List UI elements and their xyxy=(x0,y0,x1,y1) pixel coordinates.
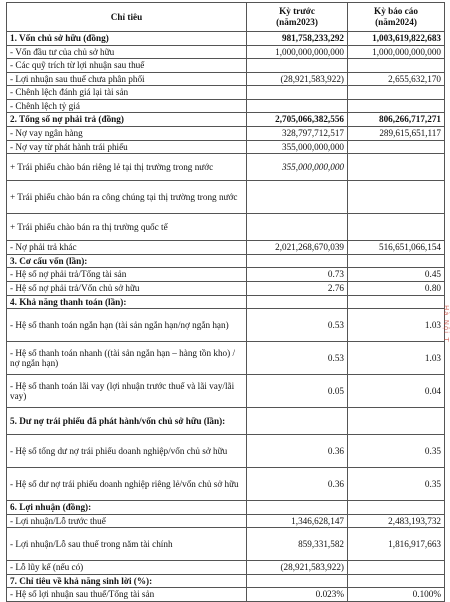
row-value-previous xyxy=(247,295,348,309)
row-label: - Vốn đầu tư của chủ sở hữu xyxy=(7,45,247,59)
row-value-current: 2,655,632,170 xyxy=(348,72,445,86)
table-row xyxy=(7,295,445,309)
header-reporting-period: Kỳ báo cáo (năm2024) xyxy=(348,3,445,32)
row-value-current: 1.03 xyxy=(348,309,445,342)
row-value-previous: 0.36 xyxy=(247,468,348,501)
table-row xyxy=(7,127,445,141)
table-row xyxy=(7,99,445,113)
table-row xyxy=(7,561,445,575)
row-label: - Nợ vay từ phát hành trái phiếu xyxy=(7,140,247,154)
table-row xyxy=(7,468,445,501)
table-row xyxy=(7,528,445,561)
row-label: 6. Lợi nhuận (đồng): xyxy=(7,501,247,515)
row-value-previous: 981,758,233,292 xyxy=(247,32,348,46)
table-row xyxy=(7,32,445,46)
row-label: - Hệ số thanh toán lãi vay (lợi nhuận trước thuế và lãi vay/lãi vay) xyxy=(7,375,247,408)
row-value-previous xyxy=(247,86,348,100)
row-value-current: 1,000,000,000,000 xyxy=(348,45,445,59)
table-row xyxy=(7,588,445,602)
row-label: 1. Vốn chủ sở hữu (đồng) xyxy=(7,32,247,46)
table-row xyxy=(7,59,445,73)
row-label: - Hệ số tổng dư nợ trái phiếu doanh nghiệp/vốn chủ sở hữu xyxy=(7,435,247,468)
row-label: - Hệ số dư nợ trái phiếu doanh nghiệp riêng lẻ/vốn chủ sở hữu xyxy=(7,468,247,501)
row-value-current: 0.45 xyxy=(348,268,445,282)
row-label: - Hệ số lợi nhuận sau thuế/Tổng tài sản xyxy=(7,588,247,602)
row-value-current xyxy=(348,86,445,100)
row-value-previous: 2,021,268,670,039 xyxy=(247,241,348,255)
row-label: + Trái phiếu chào bán riêng lẻ tại thị trường trong nước xyxy=(7,154,247,181)
row-value-previous: 0.05 xyxy=(247,375,348,408)
row-value-current: 1,003,619,822,683 xyxy=(348,32,445,46)
row-value-current xyxy=(348,99,445,113)
row-value-previous: 0.36 xyxy=(247,435,348,468)
row-value-previous: 0.023% xyxy=(247,588,348,602)
row-value-previous xyxy=(247,408,348,435)
row-label: 2. Tổng số nợ phải trả (đồng) xyxy=(7,113,247,127)
row-label: 4. Khả năng thanh toán (lần): xyxy=(7,295,247,309)
row-label: 7. Chỉ tiêu về khả năng sinh lời (%): xyxy=(7,574,247,588)
row-value-current: 1,816,917,663 xyxy=(348,528,445,561)
table-row xyxy=(7,72,445,86)
row-value-current: 0.35 xyxy=(348,468,445,501)
table-row xyxy=(7,574,445,588)
row-value-previous: 2,705,066,382,556 xyxy=(247,113,348,127)
row-value-previous: 355,000,000,000 xyxy=(247,140,348,154)
table-row xyxy=(7,309,445,342)
row-label: - Lỗ lũy kế (nếu có) xyxy=(7,561,247,575)
row-value-previous xyxy=(247,574,348,588)
row-value-current xyxy=(348,574,445,588)
row-value-current xyxy=(348,501,445,515)
row-value-current xyxy=(348,59,445,73)
row-value-previous: (28,921,583,922) xyxy=(247,72,348,86)
row-value-previous: 355,000,000,000 xyxy=(247,154,348,181)
row-value-current xyxy=(348,254,445,268)
row-value-current xyxy=(348,214,445,241)
row-value-current xyxy=(348,408,445,435)
table-row xyxy=(7,435,445,468)
table-row xyxy=(7,408,445,435)
row-value-current: 0.100% xyxy=(348,588,445,602)
row-label: - Lợi nhuận sau thuế chưa phân phối xyxy=(7,72,247,86)
table-row xyxy=(7,45,445,59)
row-label: 5. Dư nợ trái phiếu đã phát hành/vốn chủ sở hữu (lần): xyxy=(7,408,247,435)
row-label: - Hệ số nợ phải trả/Tổng tài sản xyxy=(7,268,247,282)
row-label: - Hệ số thanh toán ngắn hạn (tài sản ngắn hạn/nợ ngắn hạn) xyxy=(7,309,247,342)
row-value-current: 2,483,193,732 xyxy=(348,514,445,528)
row-value-previous xyxy=(247,501,348,515)
row-value-current xyxy=(348,181,445,214)
row-value-previous xyxy=(247,181,348,214)
row-value-previous: 1,346,628,147 xyxy=(247,514,348,528)
table-row xyxy=(7,268,445,282)
row-label: 3. Cơ cấu vốn (lần): xyxy=(7,254,247,268)
table-row xyxy=(7,342,445,375)
row-label: - Các quỹ trích từ lợi nhuận sau thuế xyxy=(7,59,247,73)
table-row xyxy=(7,254,445,268)
row-value-current: 289,615,651,117 xyxy=(348,127,445,141)
row-value-current: 0.04 xyxy=(348,375,445,408)
row-label: - Chênh lệch đánh giá lại tài sản xyxy=(7,86,247,100)
row-label: - Hệ số nợ phải trả/Vốn chủ sở hữu xyxy=(7,281,247,295)
row-value-previous: (28,921,583,922) xyxy=(247,561,348,575)
table-row xyxy=(7,140,445,154)
row-value-previous: 328,797,712,517 xyxy=(247,127,348,141)
table-row xyxy=(7,281,445,295)
table-header-row xyxy=(7,3,445,32)
row-value-current xyxy=(348,561,445,575)
row-label: - Lợi nhuận/Lỗ sau thuế trong năm tài chính xyxy=(7,528,247,561)
table-row xyxy=(7,375,445,408)
table-row xyxy=(7,86,445,100)
row-value-current: 0.35 xyxy=(348,435,445,468)
row-value-previous: 2.76 xyxy=(247,281,348,295)
row-label: - Chênh lệch tỷ giá xyxy=(7,99,247,113)
row-value-previous xyxy=(247,254,348,268)
financial-indicators-sheet xyxy=(6,2,444,602)
row-label: - Nợ vay ngân hàng xyxy=(7,127,247,141)
row-value-current: 0.80 xyxy=(348,281,445,295)
table-row xyxy=(7,501,445,515)
table-row xyxy=(7,241,445,255)
row-value-previous: 0.53 xyxy=(247,342,348,375)
financial-indicators-table xyxy=(6,2,445,602)
table-body xyxy=(7,32,445,602)
row-label: + Trái phiếu chào bán ra công chúng tại thị trường trong nước xyxy=(7,181,247,214)
row-value-current xyxy=(348,154,445,181)
header-indicator: Chỉ tiêu xyxy=(7,3,247,32)
row-value-previous: 0.73 xyxy=(247,268,348,282)
header-previous-period: Kỳ trước (năm2023) xyxy=(247,3,348,32)
row-value-previous: 1,000,000,000,000 xyxy=(247,45,348,59)
row-label: - Lợi nhuận/Lỗ trước thuế xyxy=(7,514,247,528)
table-row xyxy=(7,181,445,214)
row-value-previous: 0.53 xyxy=(247,309,348,342)
row-label: - Hệ số thanh toán nhanh ((tài sản ngắn hạn – hàng tồn kho) / nợ ngắn hạn) xyxy=(7,342,247,375)
row-value-current: 806,266,717,271 xyxy=(348,113,445,127)
row-value-previous xyxy=(247,99,348,113)
row-value-previous xyxy=(247,59,348,73)
row-value-current xyxy=(348,140,445,154)
row-value-previous xyxy=(247,214,348,241)
table-row xyxy=(7,113,445,127)
row-label: - Nợ phải trả khác xyxy=(7,241,247,255)
row-value-current: 1.03 xyxy=(348,342,445,375)
row-value-current: 516,651,066,154 xyxy=(348,241,445,255)
table-row xyxy=(7,214,445,241)
row-value-current xyxy=(348,295,445,309)
table-row xyxy=(7,154,445,181)
table-row xyxy=(7,514,445,528)
row-value-previous: 859,331,582 xyxy=(247,528,348,561)
red-stamp-text: Hà Nội T xyxy=(442,305,450,343)
row-label: + Trái phiếu chào bán ra thị trường quốc tế xyxy=(7,214,247,241)
